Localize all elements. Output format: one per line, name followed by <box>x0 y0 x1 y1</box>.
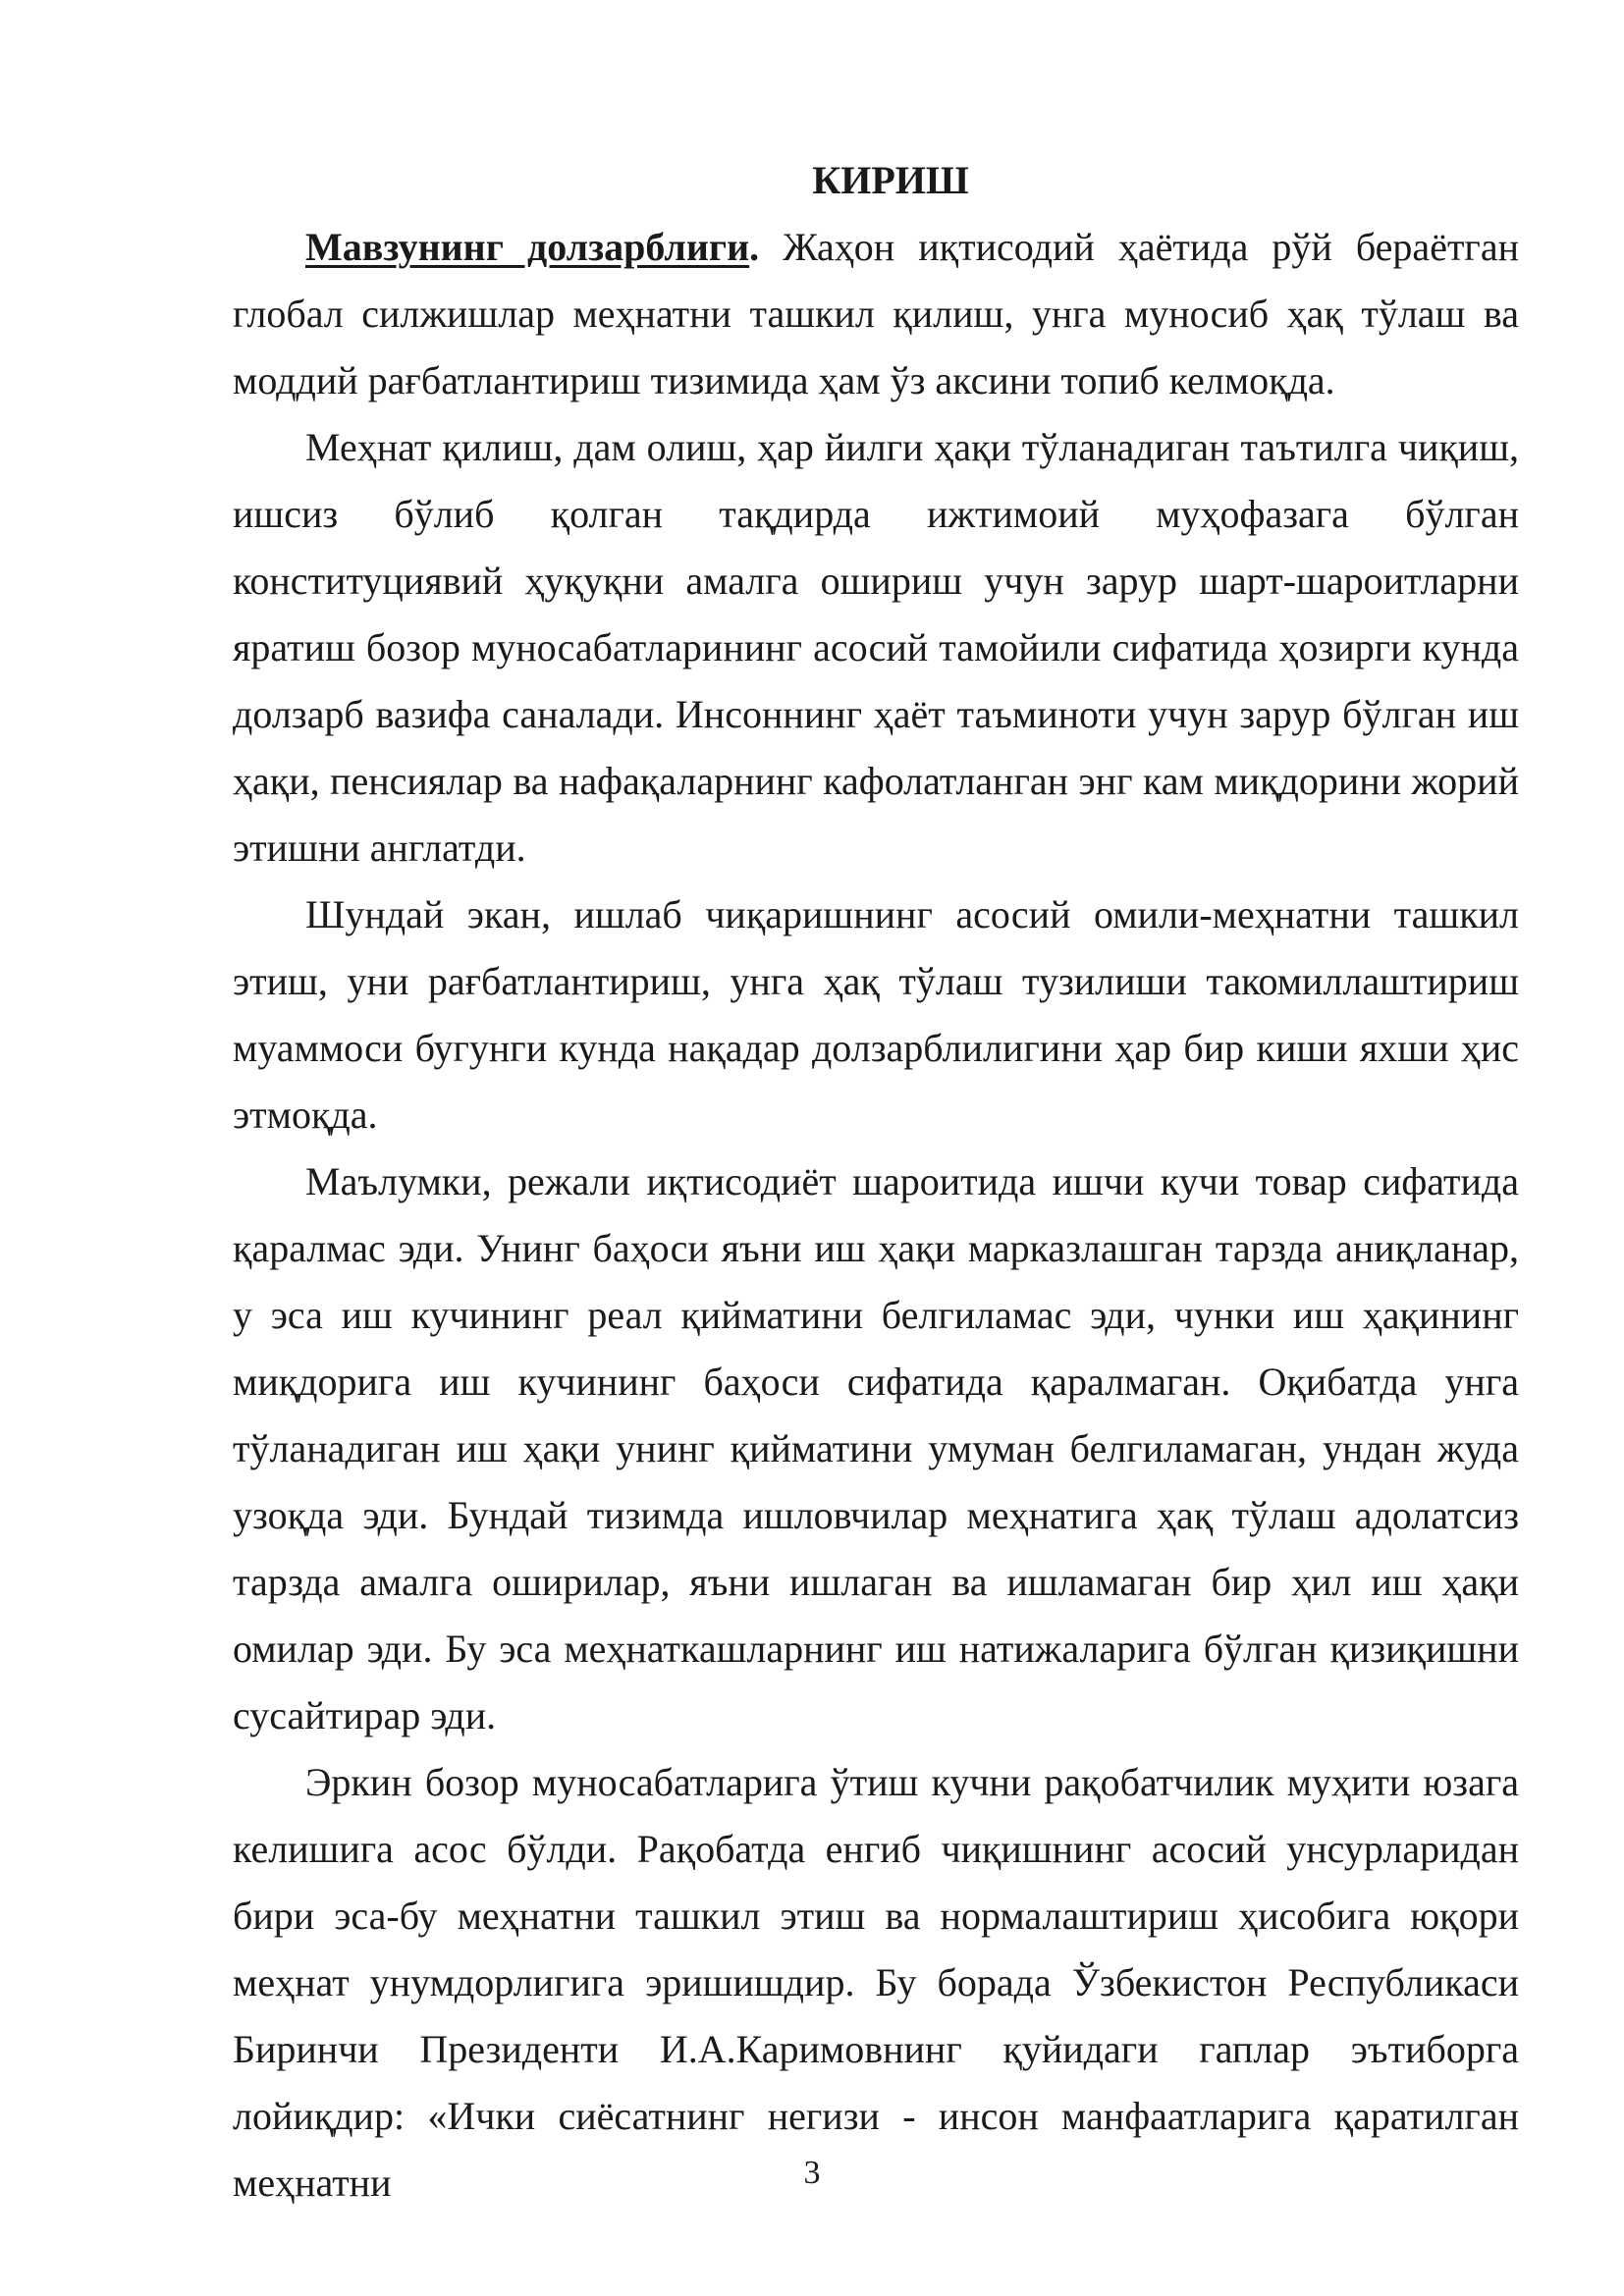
paragraph-planned-economy: Маълумки, режали иқтисодиёт шароитида ишчи кучи товар сифатида қаралмас эди. Унинг баҳоси яъни иш ҳақи марказлашган тарзда аниқланар, у эса иш кучининг реал қийматини белгиламас эди, чунки иш ҳақининг миқдорига иш кучининг баҳоси сифатида қаралмаган. Оқибатда унга тўланадиган иш ҳақи унинг қийматини умуман белгиламаган, ундан жуда узоқда эди. Бундай тизимда ишловчилар меҳнатига ҳақ тўлаш адолатсиз тарзда амалга оширилар, яъни ишлаган ва ишламаган бир ҳил иш ҳақи омилар эди. Бу эса меҳнаткашларнинг иш натижаларига бўлган қизиқишни сусайтирар эди. <box>233 1159 1519 1737</box>
document-page <box>233 147 1519 2216</box>
page-title: КИРИШ <box>812 158 969 202</box>
page-number: 3 <box>803 2155 821 2191</box>
section-lead-label: Мавзунинг долзарблиги <box>305 225 750 269</box>
paragraph-market-relations: Эркин бозор муносабатларига ўтиш кучни рақобатчилик муҳити юзага келишига асос бўлди. Рақобатда енгиб чиқишнинг асосий унсурларидан бири эса-бу меҳнатни ташкил этиш ва нормалаштириш ҳисобига юқори меҳнат унумдорлигига эришишдир. Бу борада Ўзбекистон Республикаси Биринчи Президенти И.А.Каримовнинг қуйидаги гаплар эътиборга лойиқдир: «Ички сиёсатнинг негизи - инсон манфаатларига қаратилган меҳнатни <box>233 1760 1519 2205</box>
paragraph-rights: Меҳнат қилиш, дам олиш, ҳар йилги ҳақи тўланадиган таътилга чиқиш, ишсиз бўлиб қолган тақдирда ижтимоий муҳофазага бўлган конституциявий ҳуқуқни амалга ошириш учун зарур шарт-шароитларни яратиш бозор муносабатларининг асосий тамойили сифатида ҳозирги кунда долзарб вазифа саналади. Инсоннинг ҳаёт таъминоти учун зарур бўлган иш ҳақи, пенсиялар ва нафақаларнинг кафолатланган энг кам миқдорини жорий этишни англатди. <box>233 425 1519 870</box>
paragraph-labor-organization: Шундай экан, ишлаб чиқаришнинг асосий омили-меҳнатни ташкил этиш, уни рағбатлантириш, унга ҳақ тўлаш тузилиши такомиллаштириш муаммоси бугунги кунда нақадар долзарблилигини ҳар бир киши яхши ҳис этмоқда. <box>233 892 1519 1137</box>
paragraph-relevance <box>233 214 1519 414</box>
paragraph-text: Жаҳон иқтисодий ҳаётида рўй бераётган глобал силжишлар меҳнатни ташкил қилиш, унга муносиб ҳақ тўлаш ва моддий рағбатлантириш тизимида ҳам ўз аксини топиб келмоқда. <box>233 225 1519 402</box>
lead-period: . <box>749 225 760 269</box>
